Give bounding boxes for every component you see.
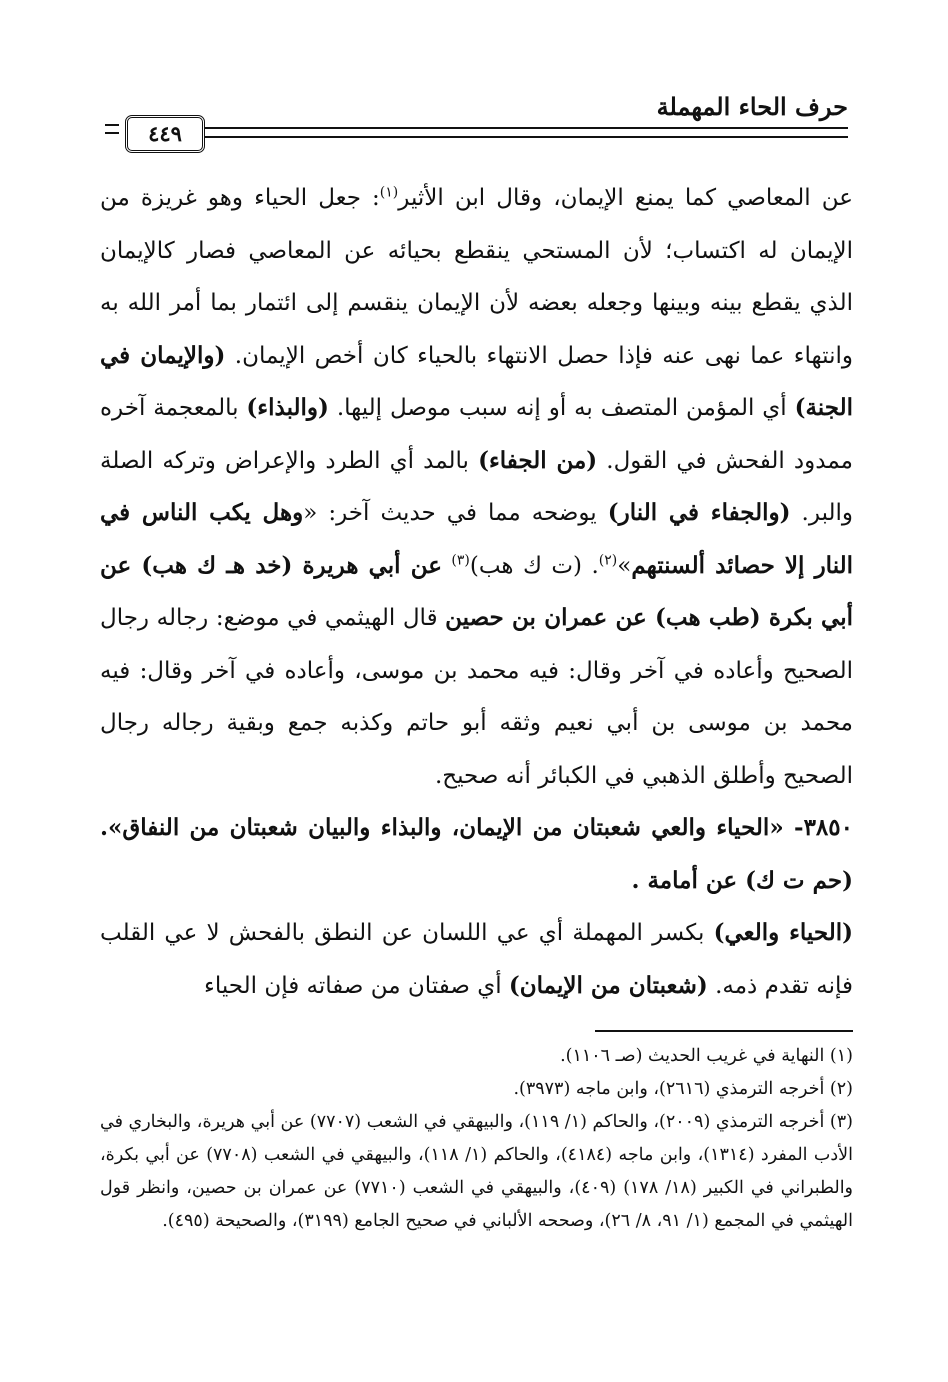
hadith-number: ٣٨٥٠- <box>783 814 853 841</box>
quoted-term: عن أبي هريرة (خد هـ ك هب) عن أبي بكرة (طب هب) عن عمران بن حصين <box>100 551 853 631</box>
header-rule-end-mark <box>103 118 119 144</box>
footnote: (٢) أخرجه الترمذي (٢٦١٦)، وابن ماجه (٣٩٧٣). <box>513 1079 853 1099</box>
text-run: يوضحه مما في حديث آخر: « <box>303 500 608 526</box>
commentary-paragraph <box>100 907 853 1012</box>
hadith-text: «الحياء والعي شعبتان من الإيمان، والبذاء والبيان شعبتان من النفاق». (حم ت ك) عن أمامة . <box>100 814 853 894</box>
quoted-term: (والبذاء) <box>246 394 329 421</box>
text-run <box>442 553 451 579</box>
text-run: عن المعاصي كما يمنع الإيمان، وقال ابن الأثير <box>398 185 853 211</box>
page-number: ٤٤٩ <box>125 115 205 153</box>
quoted-term: (الحياء والعي) <box>713 919 853 946</box>
text-run: بالمعجمة آخره ممدود الفحش في القول. <box>100 395 853 474</box>
quoted-term: (من الجفاء) <box>478 446 598 474</box>
header-double-rule <box>205 127 848 138</box>
footnote: (٣) أخرجه الترمذي (٢٠٠٩)، والحاكم (١/ ١١٩)، والبيهقي في الشعب (٧٧٠٧) عن أبي هريرة، والبخاري في الأدب المفرد (١٣١٤)، وابن ماجه (٤١٨٤)، والحاكم (١/ ١١٨)، والبيهقي في الشعب (٧٧٠٨) عن أبي بكرة، والطبراني في الكبير (١٨/ ١٧٨) (٤٠٩)، والبيهقي في الشعب (٧٧١٠) عن عمران بن حصين، وانظر قول الهيثمي في المجمع (١/ ٩١، ٨/ ٢٦)، وصححه الألباني في صحيح الجامع (٣١٩٩)، والصحيحة (٤٩٥). <box>100 1112 854 1231</box>
text-run: بكسر المهملة أي عي اللسان عن النطق بالفحش لا عي القلب فإنه تقدم ذمه. <box>100 920 853 999</box>
text-run: أي المؤمن المتصف به أو إنه سبب موصل إليها. <box>328 395 795 421</box>
commentary-paragraph <box>100 172 853 802</box>
footnote-separator <box>595 1030 853 1032</box>
text-run: » <box>617 552 632 579</box>
text-run: بالمد أي الطرد والإعراض وتركه الصلة والبر. <box>100 447 854 526</box>
main-text <box>100 172 853 1012</box>
hadith-entry <box>100 802 853 907</box>
footnote-marker: (٢) <box>598 551 618 568</box>
footnote-marker: (١) <box>379 184 399 201</box>
text-run: أي صفتان من صفاته فإن الحياء <box>204 972 509 999</box>
footnotes <box>100 1040 853 1238</box>
text-run: : جعل الحياء وهو غريزة من الإيمان له اكتساب؛ لأن المستحي ينقطع بحيائه عن المعاصي فصار كالإيمان الذي يقطع بينه وبينها وجعله بعضه لأن الإيمان ينقسم إلى ائتمار بما أمر الله به وانتهاء عما نهى عنه فإذا حصل الانتهاء بالحياء كان أخص الإيمان. <box>100 185 853 369</box>
text-run: . (ت ك هب) <box>469 552 599 579</box>
text-run: قال الهيثمي في موضع: رجاله رجال الصحيح وأعاده في آخر وقال: فيه محمد بن موسى، وأعاده في آخر وقال: فيه محمد بن موسى بن أبي نعيم وثقه أبو حاتم وكذبه جمع وبقية رجاله رجال الصحيح وأطلق الذهبي في الكبائر أنه صحيح. <box>100 605 853 789</box>
quoted-hadith: وهل يكب الناس في النار إلا حصائد ألسنتهم <box>100 499 854 579</box>
quoted-term: (والجفاء في النار) <box>607 499 791 526</box>
footnote-marker: (٣) <box>451 551 470 568</box>
quoted-term: (والإيمان في الجنة) <box>100 341 853 421</box>
footnote: (١) النهاية في غريب الحديث (صـ ١١٠٦). <box>560 1046 853 1066</box>
running-title: حرف الحاء المهملة <box>656 92 848 121</box>
quoted-term: (شعبتان من الإيمان) <box>508 971 708 999</box>
